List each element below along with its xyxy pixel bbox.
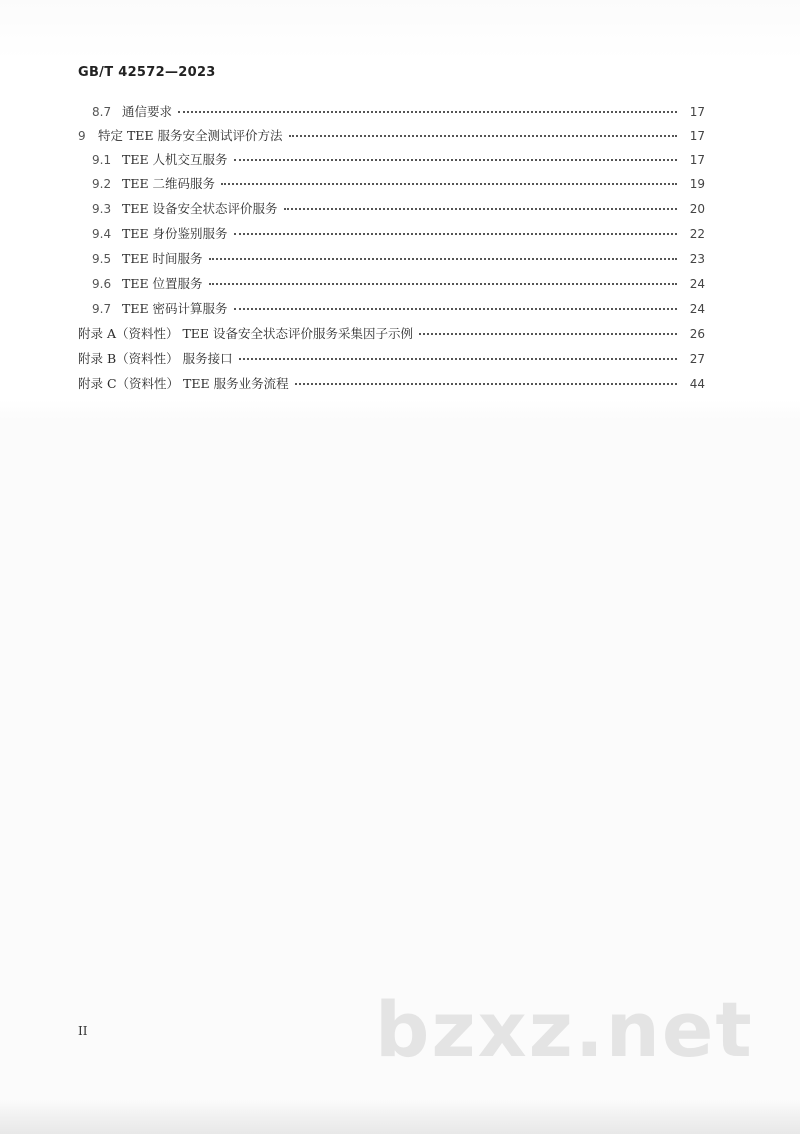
toc-entry-title: TEE 设备安全状态评价服务	[122, 201, 278, 216]
toc-entry-number: 9	[78, 129, 86, 143]
toc-entry-number: 9.5	[92, 252, 112, 266]
toc-entry-page: 26	[689, 327, 705, 341]
toc-entry[interactable]	[92, 102, 705, 126]
toc-entry[interactable]	[92, 150, 705, 174]
toc-entry-page: 22	[689, 227, 705, 241]
watermark-logo: bzxz.net	[375, 985, 754, 1074]
toc-entry-title: 附录 A（资料性） TEE 设备安全状态评价服务采集因子示例	[78, 326, 414, 341]
toc-entry-title: TEE 位置服务	[122, 276, 203, 291]
toc-entry-page: 17	[689, 105, 705, 119]
toc-entry-page: 23	[689, 252, 705, 266]
toc-entry[interactable]	[92, 299, 705, 323]
toc-entry-number: 9.3	[92, 202, 112, 216]
toc-entry-page: 24	[689, 277, 705, 291]
dot-leader	[178, 111, 677, 113]
dot-leader	[289, 135, 677, 137]
dot-leader	[221, 183, 677, 185]
toc-entry-number: 9.6	[92, 277, 112, 291]
toc-entry-number: 8.7	[92, 105, 112, 119]
toc-entry-title: TEE 人机交互服务	[122, 152, 228, 167]
toc-entry[interactable]	[92, 174, 705, 198]
dot-leader	[419, 333, 677, 335]
toc-entry-number: 9.1	[92, 153, 112, 167]
toc-entry-title: TEE 二维码服务	[122, 176, 216, 191]
toc-entry[interactable]	[92, 249, 705, 273]
dot-leader	[284, 208, 677, 210]
dot-leader	[295, 383, 677, 385]
dot-leader	[234, 233, 677, 235]
toc-entry[interactable]	[78, 374, 705, 398]
toc-entry[interactable]	[78, 126, 705, 150]
dot-leader	[239, 358, 677, 360]
dot-leader	[234, 308, 677, 310]
toc-entry-page: 20	[689, 202, 705, 216]
toc-entry-page: 19	[689, 177, 705, 191]
toc-entry[interactable]	[92, 274, 705, 298]
page-number-footer: II	[78, 1024, 88, 1038]
toc-entry-page: 44	[689, 377, 705, 391]
standard-code-header: GB/T 42572—2023	[78, 65, 216, 80]
toc-entry-page: 17	[689, 153, 705, 167]
toc-entry[interactable]	[92, 224, 705, 248]
toc-entry-title: TEE 时间服务	[122, 251, 203, 266]
toc-entry[interactable]	[92, 199, 705, 223]
toc-entry[interactable]	[78, 324, 705, 348]
toc-entry[interactable]	[78, 349, 705, 373]
dot-leader	[234, 159, 677, 161]
toc-entry-number: 9.4	[92, 227, 112, 241]
dot-leader	[209, 258, 677, 260]
toc-entry-title: TEE 密码计算服务	[122, 301, 228, 316]
toc-entry-page: 17	[689, 129, 705, 143]
toc-entry-page: 24	[689, 302, 705, 316]
toc-entry-title: 特定 TEE 服务安全测试评价方法	[98, 128, 283, 143]
toc-entry-number: 9.2	[92, 177, 112, 191]
toc-entry-title: TEE 身份鉴别服务	[122, 226, 228, 241]
toc-entry-page: 27	[689, 352, 705, 366]
dot-leader	[209, 283, 677, 285]
toc-entry-title: 附录 C（资料性） TEE 服务业务流程	[78, 376, 289, 391]
toc-entry-number: 9.7	[92, 302, 112, 316]
toc-entry-title: 附录 B（资料性） 服务接口	[78, 351, 233, 366]
toc-entry-title: 通信要求	[122, 104, 173, 119]
